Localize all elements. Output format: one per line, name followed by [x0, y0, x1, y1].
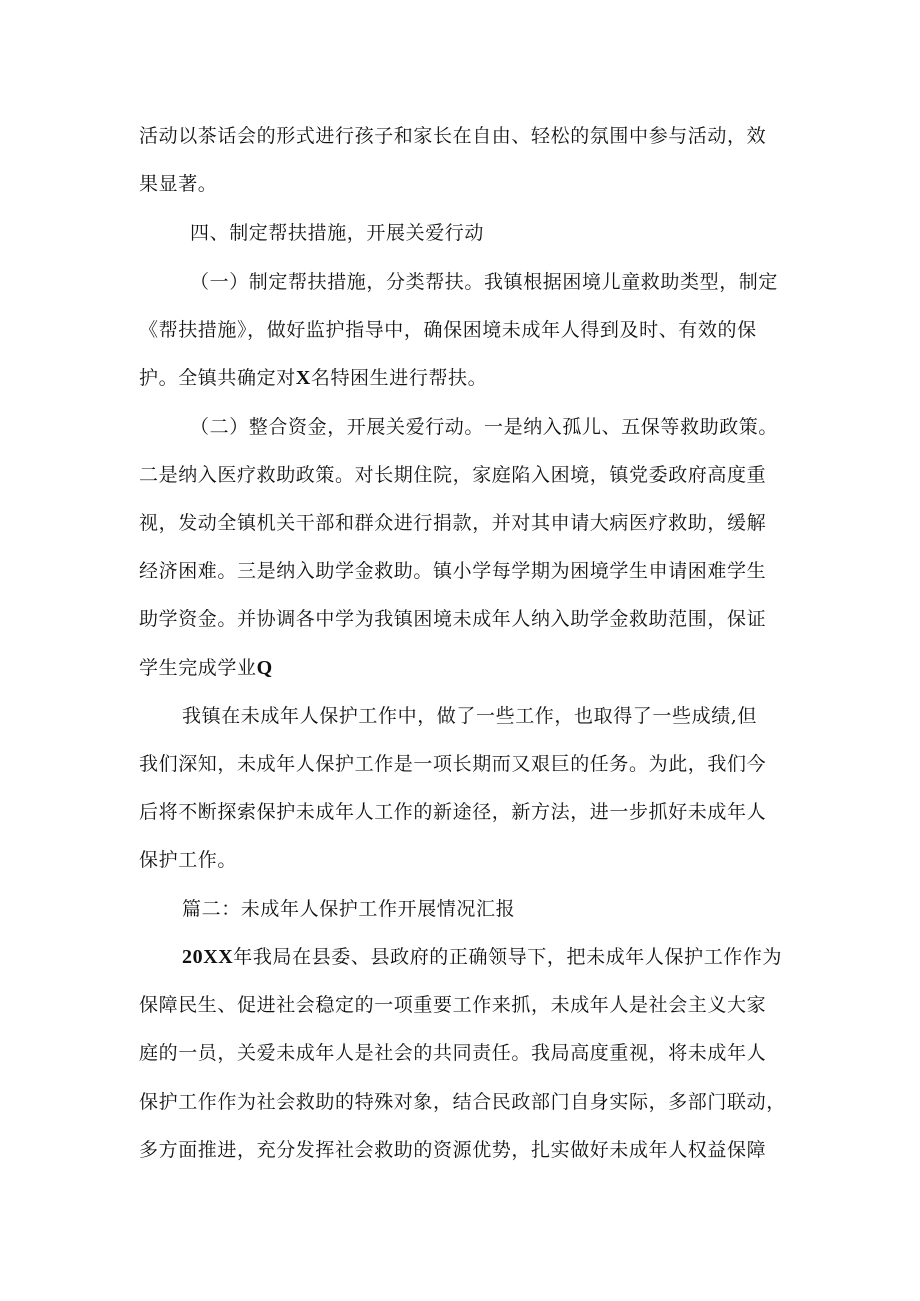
text-line: [182, 945, 842, 969]
text-line: 果显著。: [139, 173, 218, 195]
text-run: 护。全镇共确定对: [139, 367, 296, 389]
text-line: 后将不断探索保护未成年人工作的新途径，新方法，进一步抓好未成年人: [139, 801, 767, 823]
text-run: 学生完成学业: [139, 657, 257, 679]
bold-text: 20XX: [182, 946, 234, 968]
text-line: 多方面推进，充分发挥社会救助的资源优势，扎实做好未成年人权益保障: [139, 1139, 767, 1161]
text-line: 二是纳入医疗救助政策。对长期住院，家庭陷入困境，镇党委政府高度重: [139, 464, 767, 486]
text-line: [139, 366, 799, 390]
text-line: 我镇在未成年人保护工作中，做了一些工作，也取得了一些成绩,但: [182, 705, 758, 727]
text-line: 《帮扶措施》，做好监护指导中，确保困境未成年人得到及时、有效的保: [139, 319, 757, 341]
section-heading: 篇二：未成年人保护工作开展情况汇报: [182, 898, 516, 920]
bold-text: Q: [256, 657, 273, 679]
text-line: 保护工作。: [139, 849, 238, 871]
bold-text: X: [295, 367, 311, 389]
text-line: 保障民生、促进社会稳定的一项重要工作来抓，未成年人是社会主义大家: [139, 994, 767, 1016]
text-line: 视，发动全镇机关干部和群众进行捐款，并对其申请大病医疗救助，缓解: [139, 512, 767, 534]
text-line: 我们深知，未成年人保护工作是一项长期而又艰巨的任务。为此，我们今: [139, 753, 767, 775]
text-line: 经济困难。三是纳入助学金救助。镇小学每学期为困境学生申请困难学生: [139, 560, 767, 582]
text-line: 助学资金。并协调各中学为我镇困境未成年人纳入助学金救助范围，保证: [139, 608, 767, 630]
text-line: [139, 656, 799, 680]
text-run: 年我局在县委、县政府的正确领导下，把未成年人保护工作作为: [233, 946, 783, 968]
text-run: 名特困生进行帮扶。: [310, 367, 488, 389]
text-line: 保护工作作为社会救助的特殊对象，结合民政部门自身实际，多部门联动，: [139, 1091, 786, 1113]
section-heading: 四、制定帮扶措施，开展关爱行动: [190, 222, 485, 244]
text-line: 活动以茶话会的形式进行孩子和家长在自由、轻松的氛围中参与活动，效: [139, 125, 767, 147]
text-line: 庭的一员，关爱未成年人是社会的共同责任。我局高度重视，将未成年人: [139, 1042, 767, 1064]
text-line: （二）整合资金，开展关爱行动。一是纳入孤儿、五保等救助政策。: [190, 416, 779, 438]
text-line: （一）制定帮扶措施，分类帮扶。我镇根据困境儿童救助类型，制定: [190, 271, 779, 293]
